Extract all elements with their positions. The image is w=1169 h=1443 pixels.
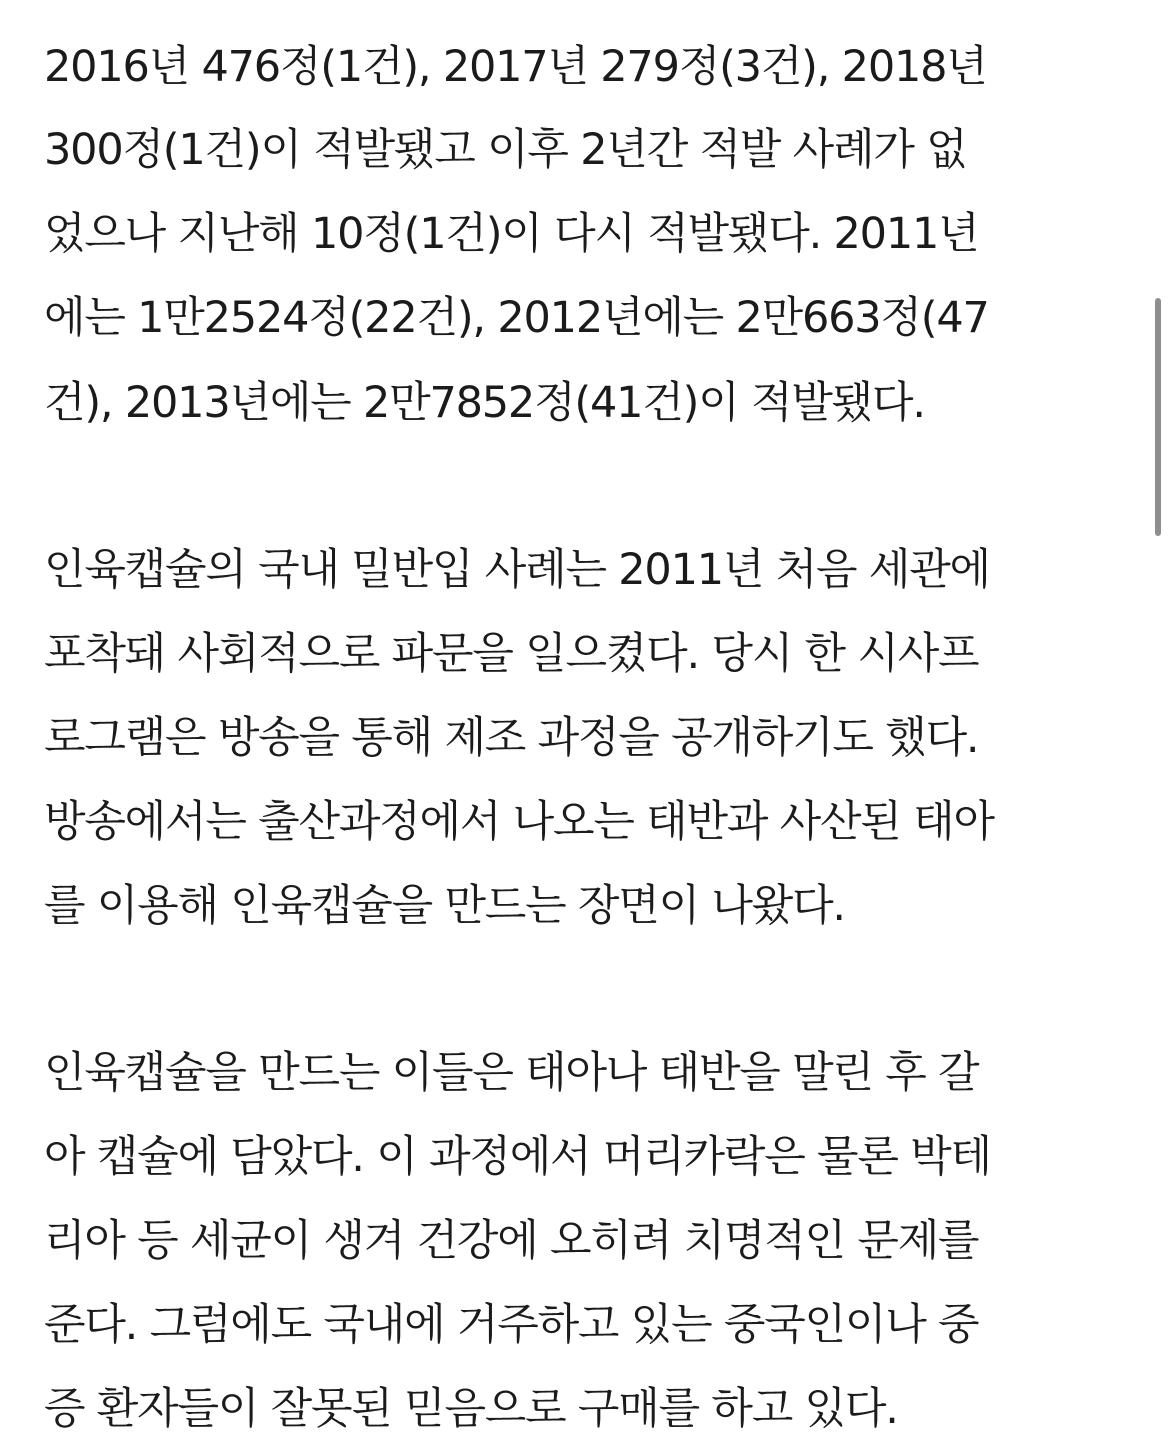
text-line: 를 이용해 인육캡슐을 만드는 장면이 나왔다. xyxy=(44,881,845,931)
text-line: 방송에서는 출산과정에서 나오는 태반과 사산된 태아 xyxy=(44,797,994,847)
text-line: 300정(1건)이 적발됐고 이후 2년간 적발 사례가 없 xyxy=(44,125,967,175)
text-line: 에는 1만2524정(22건), 2012년에는 2만663정(47 xyxy=(44,293,989,343)
text-line: 2016년 476정(1건), 2017년 279정(3건), 2018년 xyxy=(44,42,987,92)
text-line: 인육캡슐의 국내 밀반입 사례는 2011년 처음 세관에 xyxy=(44,545,990,595)
text-line: 건), 2013년에는 2만7852정(41건)이 적발됐다. xyxy=(44,378,925,428)
text-line: 준다. 그럼에도 국내에 거주하고 있는 중국인이나 중 xyxy=(44,1300,979,1350)
text-line: 로그램은 방송을 통해 제조 과정을 공개하기도 했다. xyxy=(44,713,979,763)
text-line: 아 캡슐에 담았다. 이 과정에서 머리카락은 물론 박테 xyxy=(44,1132,991,1182)
text-line: 포착돼 사회적으로 파문을 일으켰다. 당시 한 시사프 xyxy=(44,629,979,679)
text-line: 었으나 지난해 10정(1건)이 다시 적발됐다. 2011년 xyxy=(44,209,979,259)
text-line: 증 환자들이 잘못된 믿음으로 구매를 하고 있다. xyxy=(44,1384,898,1434)
scrollbar-thumb[interactable] xyxy=(1155,298,1161,536)
text-line: 리아 등 세균이 생겨 건강에 오히려 치명적인 문제를 xyxy=(44,1216,979,1266)
text-line: 인육캡슐을 만드는 이들은 태아나 태반을 말린 후 갈 xyxy=(44,1048,979,1098)
